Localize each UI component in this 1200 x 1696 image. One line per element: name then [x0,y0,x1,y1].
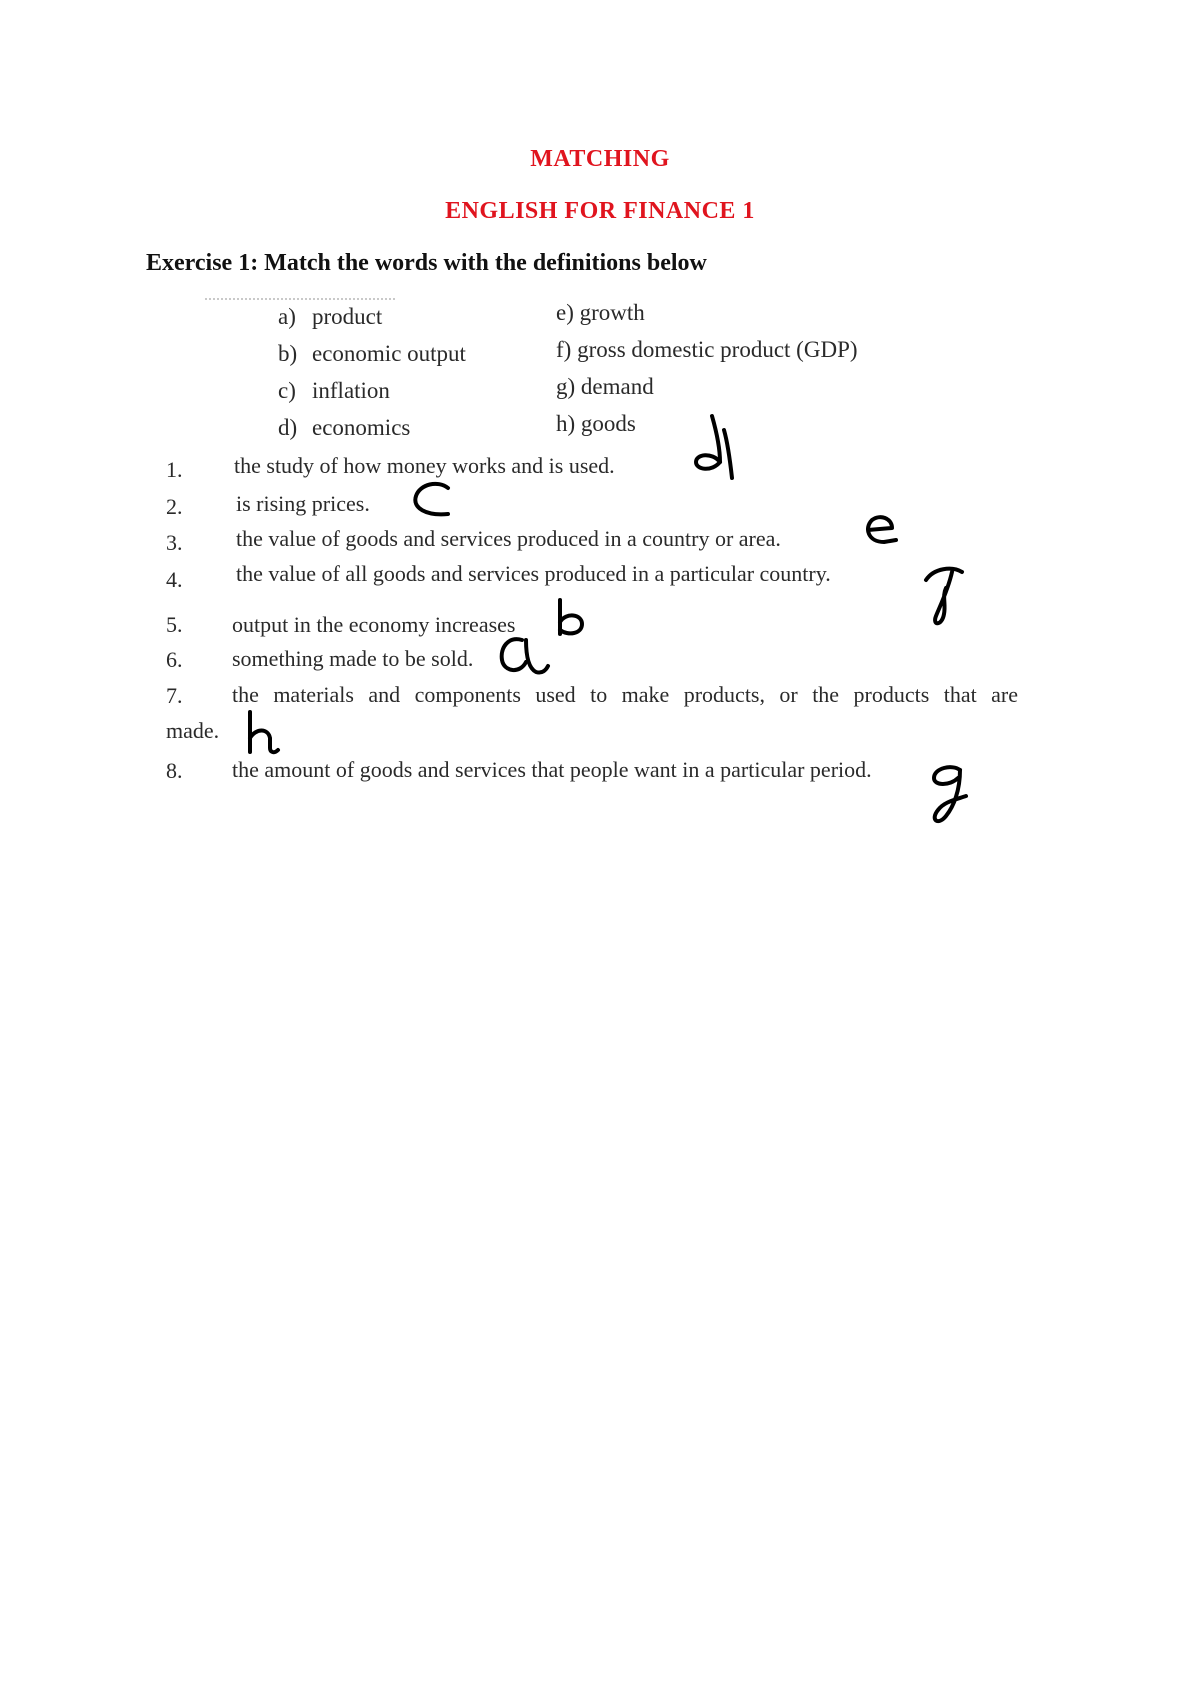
definition-text: the materials and components used to make products, or the products that are [232,682,1018,707]
definition-number: 5. [166,612,183,637]
word-text: economics [312,415,411,440]
definition-text: output in the economy increases [232,612,516,637]
definition-number: 1. [166,457,183,482]
word-text: goods [580,411,636,436]
document-title: MATCHING [530,146,670,172]
word-text: growth [579,300,645,325]
word-letter: f) [556,337,572,362]
handwritten-answer-7 [242,708,282,756]
word-item [556,374,654,400]
word-item [278,304,382,330]
word-letter: h) [556,411,576,436]
definition-number: 8. [166,758,183,783]
definition-text: the value of goods and services produced in a country or area. [236,526,781,551]
definition-text: is rising prices. [236,491,370,516]
word-item [278,415,410,441]
handwritten-answer-1 [690,410,740,480]
word-item [278,341,466,367]
definition-text: the amount of goods and services that people want in a particular period. [232,757,872,782]
definition-text: something made to be sold. [232,646,474,671]
handwritten-answer-6 [496,632,556,678]
word-text: demand [580,374,654,399]
word-item [556,337,858,363]
handwritten-answer-8 [926,760,982,830]
exercise-heading: Exercise 1: Match the words with the definitions below [146,250,707,276]
word-letter: b) [278,341,298,366]
word-text: inflation [312,378,390,403]
definition-text-continuation: made. [166,718,220,743]
document-subtitle: ENGLISH FOR FINANCE 1 [445,198,755,224]
word-item [278,378,390,404]
definition-text: the study of how money works and is used. [234,453,615,478]
word-text: economic output [312,341,466,366]
definition-number: 2. [166,494,183,519]
definition-number: 7. [166,683,183,708]
word-letter: e) [556,300,574,325]
definition-number: 3. [166,530,183,555]
handwritten-answer-4 [922,560,972,630]
word-text: gross domestic product (GDP) [577,337,858,362]
word-letter: g) [556,374,576,399]
definition-number: 4. [166,567,183,592]
handwritten-answer-5 [552,596,592,642]
word-item [556,300,645,326]
word-letter: a) [278,304,296,329]
word-letter: c) [278,378,296,403]
definition-number: 6. [166,647,183,672]
handwritten-answer-2 [408,480,458,520]
word-text: product [312,304,383,329]
word-letter: d) [278,415,298,440]
handwritten-answer-3 [862,510,902,550]
word-item [556,411,636,437]
definition-text: the value of all goods and services produced in a particular country. [236,561,831,586]
